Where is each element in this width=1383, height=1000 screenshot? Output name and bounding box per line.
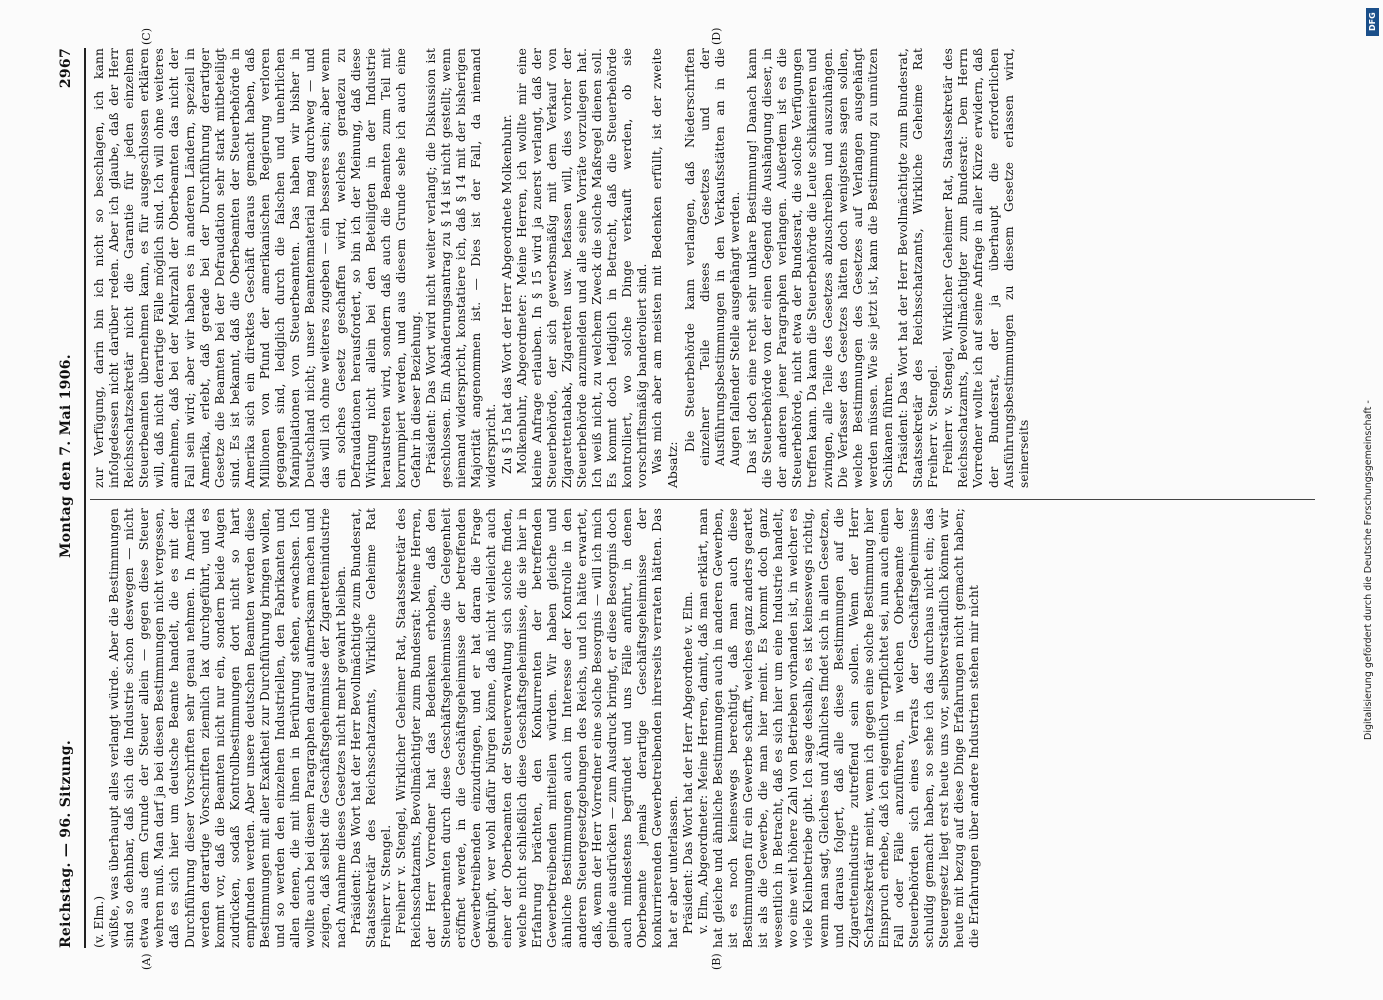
margin-marker-c: (C) bbox=[140, 28, 153, 45]
page-number: 2967 bbox=[58, 48, 74, 89]
right-column bbox=[92, 48, 1032, 488]
margin-marker-d: (D) bbox=[710, 27, 723, 45]
paragraph: Zu § 15 hat das Wort der Herr Abgeordnete Molkenbuhr. bbox=[499, 114, 514, 474]
paragraph: Das ist doch eine recht sehr unklare Bestimmung! Danach kann die Steuerbehörde von der einen Gegend die Aushängung dieser, in der anderen jener Paragraphen verlangen. Außerdem ist es die Steuerbehörde, nicht etwa der Bundesrat, die solche Verfügungen treffen kann. Da kann die Steuerbehörde die Leute schikanieren und zwingen, alle Teile des Gesetzes abzuschreiben und auszuhängen. Die Verfasser des Gesetzes hätten doch wenigstens sagen sollen, welche Bestimmungen des Gesetzes auf Verlangen ausgehängt werden müssen. Wie sie jetzt ist, kann die Bestimmung zu unnützen Schikanen führen. bbox=[745, 48, 895, 488]
margin-marker-b: (B) bbox=[710, 953, 723, 970]
page-header bbox=[58, 48, 82, 948]
dfg-logo: DFG bbox=[1366, 8, 1379, 36]
column-divider bbox=[90, 499, 1315, 500]
paragraph: v. Elm, Abgeordneter: Meine Herren, damit, daß man erklärt, man hat gleiche und ähnliche Bestimmungen auch in anderen Gewerben, ist es noch keineswegs berechtigt, daß man auch diese Bestimmungen für ein Gewerbe schafft, welches ganz anders geartet ist als die Gewerbe, die man hier meint. Es kommt doch ganz wesentlich in Betracht, daß es sich hier um eine Industrie handelt, wo eine weit höhere Zahl von Betrieben vorhanden ist, in welcher es viele Kleinbetriebe gibt. Ich sage deshalb, es ist keineswegs richtig, wenn man sagt, Gleiches und Ähnliches findet sich in allen Gesetzen, und daraus folgert, daß alle diese Bestimmungen auf die Zigarettenindustrie zutreffend sein sollen. Wenn der Herr Schatzsekretär meint, wenn ich gegen eine solche Bestimmung hier Einspruch erhebe, daß ich eigentlich verpflichtet sei, nun auch einen Fall oder Fälle anzuführen, in welchen Oberbeamte der Steuerbehörden sich eines Verrats der Geschäftsgeheimnisse schuldig gemacht haben, so sehe ich das durchaus nicht ein; das Steuergesetz liegt erst heute uns vor, selbstverständlich können wir heute mit bezug auf diese Dinge Erfahrungen nicht gemacht haben; die Erfahrungen über andere Industrien stehen mir nicht bbox=[695, 508, 982, 948]
header-session: Reichstag. — 96. Sitzung. bbox=[58, 740, 74, 948]
quoted-text: Die Steuerbehörde kann verlangen, daß Niederschriften einzelner Teile dieses Gesetzes und der Ausführungsbestimmungen in den Verkaufsstätten an in die Augen fallender Stelle ausgehängt werden. bbox=[682, 48, 742, 466]
header-rule bbox=[84, 48, 86, 948]
paragraph: zur Verfügung, darin bin ich nicht so beschlagen, ich kann infolgedessen nicht darüber reden. Aber ich glaube, daß der Herr Reichsschatzsekretär nicht die Garantie für jeden einzelnen Steuerbeamten übernehmen kann, es für ausgeschlossen erklären will, daß nicht derartige Fälle möglich sind. Ich will ohne weiteres annehmen, daß bei der Mehrzahl der Oberbeamten das nicht der Fall sein wird; aber wir haben es in anderen Ländern, speziell in Amerika, erlebt, daß gerade bei der Durchführung derartiger Gesetze die Beamten bei der Defraudation sehr stark mitbeteiligt sind. Es ist bekannt, daß die Oberbeamten der Steuerbehörde in Amerika sich ein direktes Geschäft daraus gemacht haben, daß Millionen von Pfund der amerikanischen Regierung verloren gegangen sind, lediglich durch die falschen und unehrlichen Manipulationen von Steuerbeamten. Das haben wir bisher in Deutschland nicht; unser Beamtenmaterial mag durchweg — und das will ich ohne weiteres zugeben — ein besseres sein; aber wenn ein solches Gesetz geschaffen wird, welches geradezu zu Defraudationen herausfordert, so bin ich der Meinung, daß diese Wirkung nicht allein bei den Beteiligten in der Industrie heraustreten wird, sondern daß auch die Beamten zum Teil mit korrumpiert werden, und aus diesem Grunde sehe ich auch eine Gefahr in dieser Beziehung. bbox=[92, 48, 423, 488]
paragraph: Präsident: Das Wort hat der Herr Bevollmächtigte zum Bundesrat, Staatssekretär des Reichsschatzamts, Wirkliche Geheime Rat Freiherr v. Stengel. bbox=[895, 48, 941, 488]
margin-marker-a: (A) bbox=[140, 953, 153, 970]
paragraph: Molkenbuhr, Abgeordneter: Meine Herren, ich wollte mir eine kleine Anfrage erlauben. In § 15 wird ja zuerst verlangt, daß der Steuerbehörde, der sich gewerbsmäßig mit dem Verkauf von Zigarettentabak, Zigaretten usw. befassen will, dies vorher der Steuerbehörde anzumelden und alle seine Vorräte vorzulegen hat. Ich weiß nicht, zu welchem Zweck die solche Maßregel dienen soll. Es kommt doch lediglich in Betracht, daß die Steuerbehörde kontrolliert, wo solche Dinge verkauft werden, ob sie vorschriftsmäßig banderoliert sind. bbox=[514, 48, 650, 488]
running-head: (v. Elm.) bbox=[92, 895, 106, 948]
header-date: Montag den 7. Mai 1906. bbox=[58, 354, 74, 558]
paragraph: Freiherr v. Stengel, Wirklicher Geheimer Rat, Staatssekretär des Reichsschatzamts, Bevollmächtigter zum Bundesrat: Meine Herren, der Herr Vorredner hat das Bedenken erhoben, daß den Steuerbeamten durch diese Geschäftsgeheimnisse die Gelegenheit eröffnet werde, in die Geschäftsgeheimnisse der betreffenden Gewerbetreibenden einzudringen, und er hat daran die Frage geknüpft, wer wohl dafür bürgen könne, daß nicht vielleicht auch einer der Oberbeamten der Steuerverwaltung sich solche finden, welche nicht schließlich diese Geschäftsgeheimnisse, die sie hier in Erfahrung brächten, den Konkurrenten der betreffenden Gewerbetreibenden mitteilen würden. Wir haben gleiche und ähnliche Bestimmungen auch im Interesse der Kontrolle in den anderen Steuergesetzgebungen des Reichs, und ich hätte erwartet, daß, wenn der Herr Vorredner eine solche Besorgnis — will ich mich gelinde ausdrücken — zum Ausdruck bringt, er diese Besorgnis doch auch mindestens begründet und uns Fälle anführt, in denen Oberbeamte jemals derartige Geschäftsgeheimnisse der konkurrierenden Gewerbetreibenden ihrerseits verraten hätten. Das hat er aber unterlassen. bbox=[393, 508, 680, 948]
paragraph: wüßte, was überhaupt alles verlangt würde. Aber die Bestimmungen sind so dehnbar, daß sich die Industrie schon deswegen — nicht etwa aus dem Grunde der Steuer allein — gegen diese Steuer wehren muß. Man darf ja bei diesen Bestimmungen nicht vergessen, daß es sich hier um deutsche Beamte handelt, die es mit der Durchführung dieser Vorschriften sehr genau nehmen. In Amerika werden derartige Vorschriften ziemlich lax durchgeführt, und es kommt vor, daß die Beamten nicht nur ein, sondern beide Augen zudrücken, sodaß Kontrollbestimmungen dort nicht so hart empfunden werden. Aber unsere deutschen Beamten werden diese Bestimmungen mit aller Exaktheit zur Durchführung bringen wollen, und so werden den einzelnen Industriellen, den Fabrikanten und allen denen, die mit ihnen in Berührung stehen, erwachsen. Ich wollte auch bei diesem Paragraphen darauf aufmerksam machen und zeigen, daß selbst die Geschäftsgeheimnisse der Zigarettenindustrie nach Annahme dieses Gesetzes nicht mehr gewahrt bleiben. bbox=[107, 508, 348, 948]
paragraph: Freiherr v. Stengel, Wirklicher Geheimer Rat, Staatssekretär des Reichsschatzamts, Bevollmächtigter zum Bundesrat: Dem Herrn Vorredner wollte ich auf seine Anfrage in aller Kürze erwidern, daß der Bundesrat, der ja überhaupt die erforderlichen Ausführungsbestimmungen zu diesem Gesetze erlassen wird, seinerseits bbox=[941, 48, 1031, 488]
digitization-credit: Digitalisierung gefördert durch die Deutsche Forschungsgemeinschaft - bbox=[1363, 400, 1374, 740]
paragraph: Präsident: Das Wort wird nicht weiter verlangt; die Diskussion ist geschlossen. Ein Abänderungsantrag zu § 14 ist nicht gestellt; wenn niemand widerspricht, konstatiere ich, daß § 14 mit der bisherigen Majorität angenommen ist. — Dies ist der Fall, da niemand widerspricht. bbox=[424, 48, 499, 488]
paragraph: Präsident: Das Wort hat der Herr Abgeordnete v. Elm. bbox=[680, 591, 695, 934]
paragraph: Was mich aber am meisten mit Bedenken erfüllt, ist der zweite Absatz: bbox=[650, 48, 680, 488]
left-column bbox=[92, 508, 983, 948]
paragraph: Präsident: Das Wort hat der Herr Bevollmächtigte zum Bundesrat, Staatssekretär des Reichsschatzamts, Wirkliche Geheime Rat Freiherr v. Stengel. bbox=[348, 508, 393, 948]
